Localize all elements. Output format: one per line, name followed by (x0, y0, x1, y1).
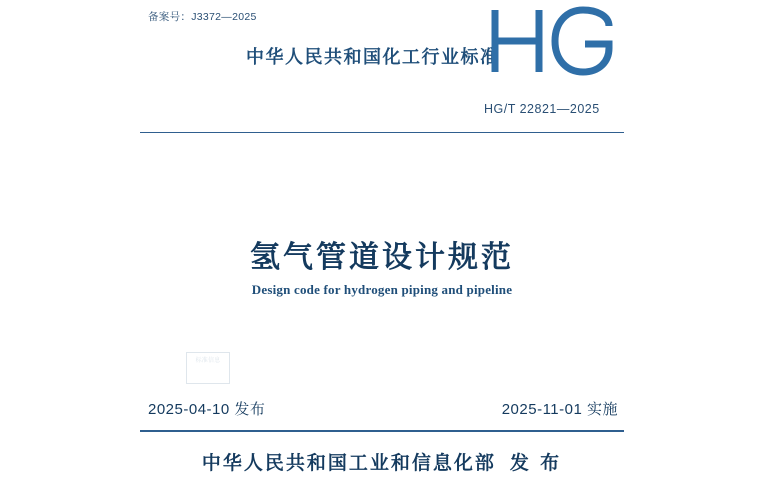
page-title: 氢气管道设计规范 (250, 241, 514, 274)
hg-logo-icon (487, 4, 619, 78)
publisher-name: 中华人民共和国工业和信息化部 (201, 453, 496, 474)
watermark-stamp: 标准信息 (186, 352, 230, 384)
standard-series-title: 中华人民共和国化工行业标准 (246, 47, 500, 67)
publisher-verb: 发 布 (509, 453, 563, 474)
standard-code: HG/T 22821—2025 (484, 102, 600, 116)
footer-divider (140, 430, 624, 432)
filing-number: 备案号：J3372—2025 (148, 11, 257, 23)
publisher-line (0, 448, 764, 475)
header-divider (140, 132, 624, 133)
effective-date: 2025-11-01 实施 (501, 401, 618, 418)
page-subtitle: Design code for hydrogen piping and pipeline (251, 282, 513, 297)
issue-date: 2025-04-10 发布 (148, 401, 266, 418)
